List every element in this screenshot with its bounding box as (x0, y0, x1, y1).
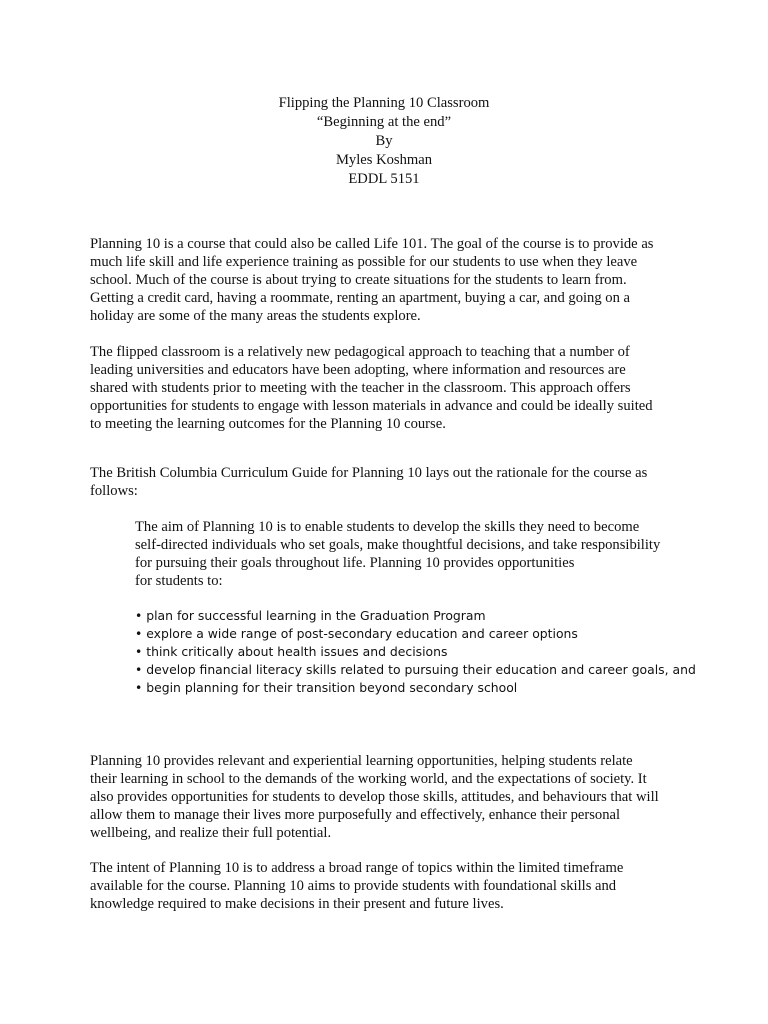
paragraph-intro (90, 235, 690, 325)
text-line: available for the course. Planning 10 aims to provide students with foundational skills and (90, 878, 617, 894)
text-line: Planning 10 is a course that could also be called Life 101. The goal of the course is to provide as (90, 236, 654, 252)
title-block (0, 94, 768, 189)
text-line: for pursuing their goals throughout life. Planning 10 provides opportunities (135, 555, 575, 571)
paragraph-curriculum-guide (90, 464, 690, 500)
text-line: knowledge required to make decisions in their present and future lives. (90, 896, 504, 912)
document-title: Flipping the Planning 10 Classroom (278, 95, 490, 111)
text-line: The flipped classroom is a relatively new pedagogical approach to teaching that a number of (90, 344, 630, 360)
text-line: school. Much of the course is about trying to create situations for the students to learn from. (90, 272, 627, 288)
list-item: • explore a wide range of post-secondary education and career options (135, 626, 578, 641)
text-line: much life skill and life experience training as possible for our students to use when they leave (90, 254, 638, 270)
text-line: The aim of Planning 10 is to enable students to develop the skills they need to become (135, 519, 640, 535)
text-line: opportunities for students to engage with lesson materials in advance and could be ideally suited (90, 398, 653, 414)
course-code: EDDL 5151 (348, 171, 420, 187)
bullet-list (135, 607, 695, 697)
text-line: wellbeing, and realize their full potential. (90, 825, 332, 841)
text-line: shared with students prior to meeting with the teacher in the classroom. This approach offers (90, 380, 631, 396)
author-name: Myles Koshman (335, 152, 433, 168)
text-line: their learning in school to the demands of the working world, and the expectations of society. It (90, 771, 647, 787)
text-line: to meeting the learning outcomes for the Planning 10 course. (90, 416, 446, 432)
block-quote (135, 518, 695, 590)
paragraph-intent (90, 859, 690, 913)
text-line: holiday are some of the many areas the students explore. (90, 308, 421, 324)
text-line: also provides opportunities for students to develop those skills, attitudes, and behaviours that will (90, 789, 659, 805)
text-line: Getting a credit card, having a roommate, renting an apartment, buying a car, and going on a (90, 290, 631, 306)
text-line: Planning 10 provides relevant and experiential learning opportunities, helping students relate (90, 753, 633, 769)
paragraph-flipped-classroom (90, 343, 690, 433)
text-line: self-directed individuals who set goals, make thoughtful decisions, and take responsibility (135, 537, 661, 553)
text-line: The intent of Planning 10 is to address a broad range of topics within the limited timeframe (90, 860, 624, 876)
list-item: • think critically about health issues and decisions (135, 644, 448, 659)
list-item: • plan for successful learning in the Graduation Program (135, 608, 486, 623)
text-line: allow them to manage their lives more purposefully and effectively, enhance their personal (90, 807, 621, 823)
list-item: • begin planning for their transition beyond secondary school (135, 680, 518, 695)
document-subtitle: “Beginning at the end” (316, 114, 452, 130)
list-item: • develop financial literacy skills related to pursuing their education and career goals, and (135, 662, 696, 677)
text-line: leading universities and educators have been adopting, where information and resources are (90, 362, 626, 378)
text-line: for students to: (135, 573, 223, 589)
text-line: follows: (90, 483, 138, 499)
text-line: The British Columbia Curriculum Guide for Planning 10 lays out the rationale for the course as (90, 465, 648, 481)
paragraph-experiential-learning (90, 752, 690, 842)
byline-label: By (375, 133, 393, 149)
